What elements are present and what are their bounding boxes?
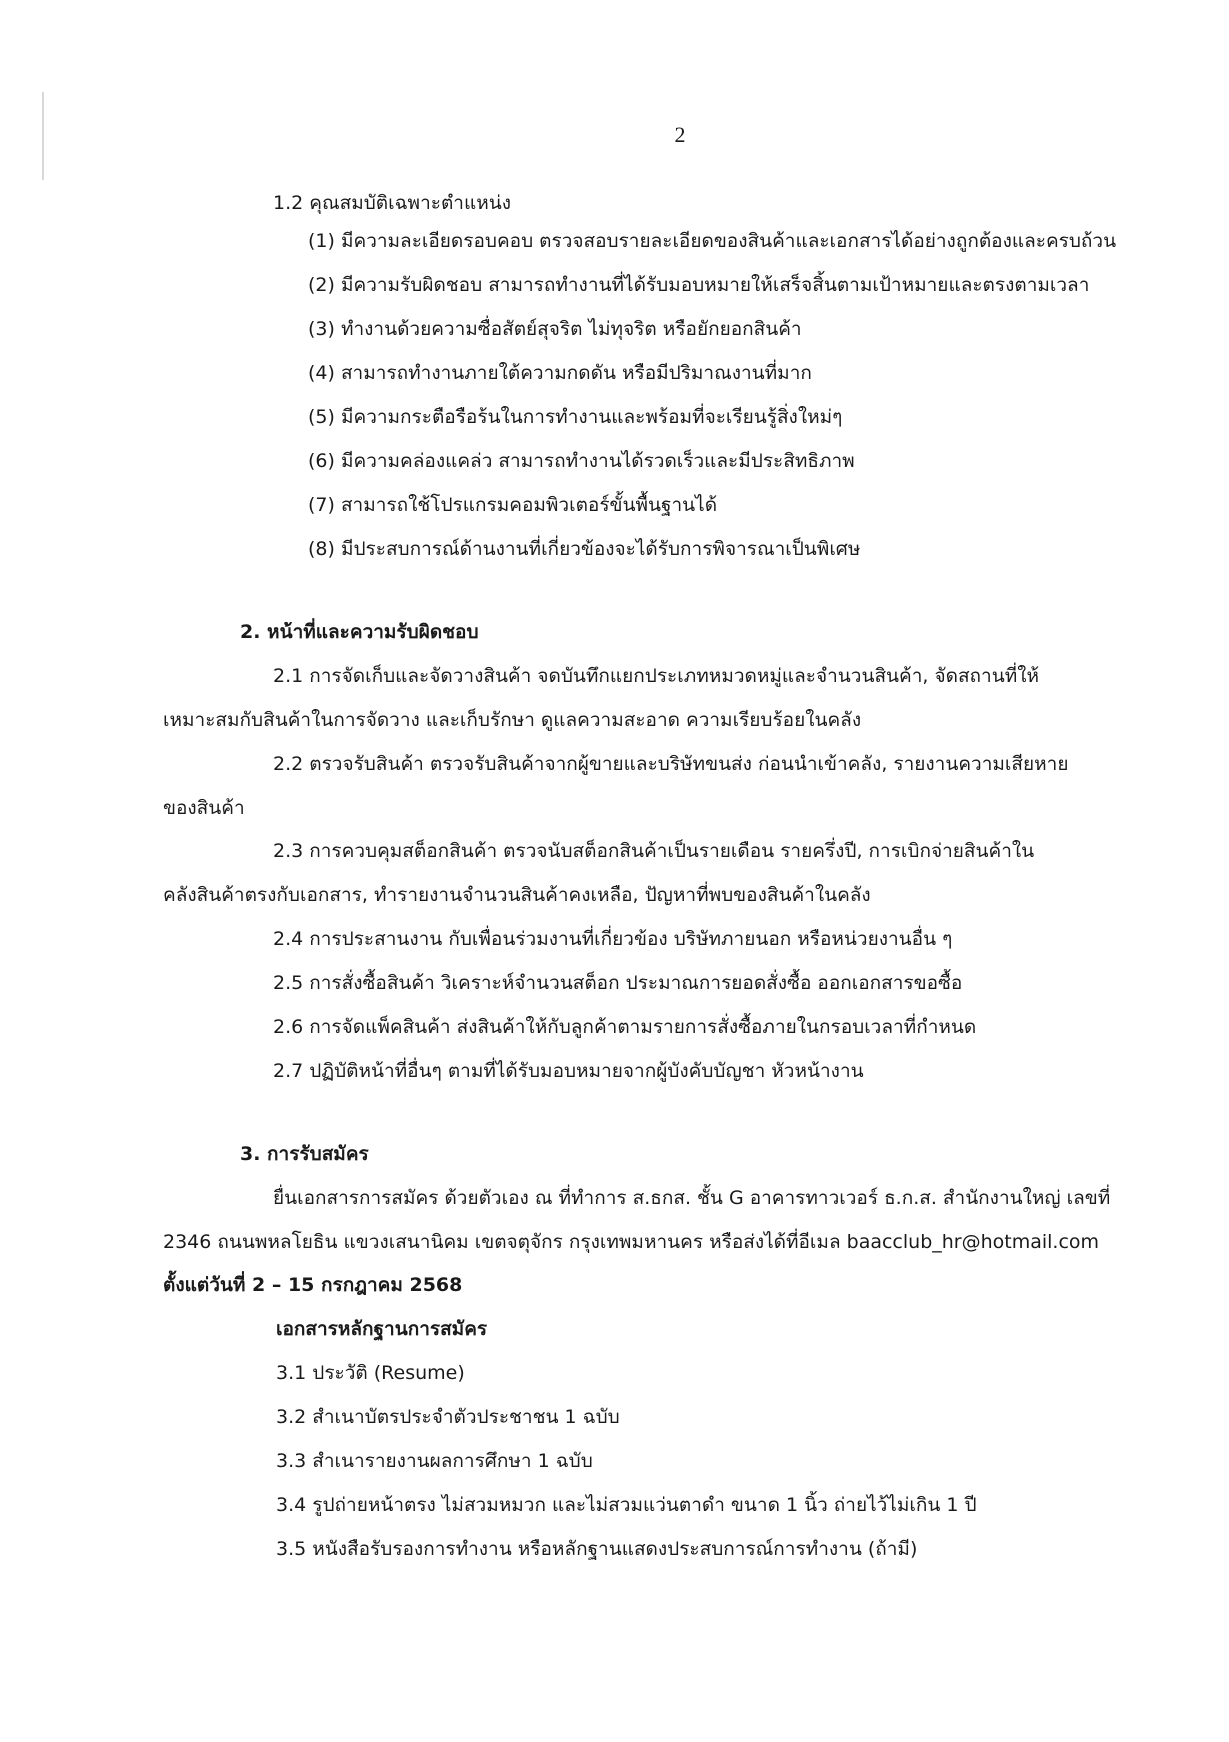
duty-item-5: 2.5 การสั่งซื้อสินค้า วิเคราะห์จำนวนสต็อก ประมาณการยอดสั่งซื้อ ออกเอกสารขอซื้อ [273,972,963,994]
duty-item-4: 2.4 การประสานงาน กับเพื่อนร่วมงานที่เกี่ยวข้อง บริษัทภายนอก หรือหน่วยงานอื่น ๆ [273,928,953,950]
document-item-5: 3.5 หนังสือรับรองการทำงาน หรือหลักฐานแสดงประสบการณ์การทำงาน (ถ้ามี) [276,1538,918,1560]
duty-item-2-line1: 2.2 ตรวจรับสินค้า ตรวจรับสินค้าจากผู้ขายและบริษัทขนส่ง ก่อนนำเข้าคลัง, รายงานความเสียหาย [273,753,1069,775]
application-line1: ยื่นเอกสารการสมัคร ด้วยตัวเอง ณ ที่ทำการ ส.ธกส. ชั้น G อาคารทาวเวอร์ ธ.ก.ส. สำนักงานใหญ่ เลขที่ [273,1187,1111,1209]
application-line2: 2346 ถนนพหลโยธิน แขวงเสนานิคม เขตจตุจักร กรุงเทพมหานคร หรือส่งได้ที่อีเมล baacclub_hr@hotmail.com [163,1231,1100,1253]
application-date: ตั้งแต่วันที่ 2 – 15 กรกฎาคม 2568 [163,1274,463,1296]
duty-item-3-line2: คลังสินค้าตรงกับเอกสาร, ทำรายงานจำนวนสินค้าคงเหลือ, ปัญหาที่พบของสินค้าในคลัง [163,884,871,906]
document-item-2: 3.2 สำเนาบัตรประจำตัวประชาชน 1 ฉบับ [276,1406,620,1428]
qualification-item-5: (5) มีความกระตือรือร้นในการทำงานและพร้อมที่จะเรียนรู้สิ่งใหม่ๆ [308,406,843,428]
duty-item-7: 2.7 ปฏิบัติหน้าที่อื่นๆ ตามที่ได้รับมอบหมายจากผู้บังคับบัญชา หัวหน้างาน [273,1060,864,1082]
qualification-item-2: (2) มีความรับผิดชอบ สามารถทำงานที่ได้รับมอบหมายให้เสร็จสิ้นตามเป้าหมายและตรงตามเวลา [308,274,1090,296]
duty-item-1-line1: 2.1 การจัดเก็บและจัดวางสินค้า จดบันทึกแยกประเภทหมวดหมู่และจำนวนสินค้า, จัดสถานที่ให้ [273,665,1040,687]
duty-item-1-line2: เหมาะสมกับสินค้าในการจัดวาง และเก็บรักษา ดูแลความสะอาด ความเรียบร้อยในคลัง [163,709,862,731]
document-item-1: 3.1 ประวัติ (Resume) [276,1362,465,1384]
document-item-3: 3.3 สำเนารายงานผลการศึกษา 1 ฉบับ [276,1450,593,1472]
qualification-item-8: (8) มีประสบการณ์ด้านงานที่เกี่ยวข้องจะได้รับการพิจารณาเป็นพิเศษ [308,538,861,560]
document-item-4: 3.4 รูปถ่ายหน้าตรง ไม่สวมหมวก และไม่สวมแว่นตาดำ ขนาด 1 นิ้ว ถ่ายไว้ไม่เกิน 1 ปี [276,1494,977,1516]
qualification-item-7: (7) สามารถใช้โปรแกรมคอมพิวเตอร์ขั้นพื้นฐานได้ [308,494,718,516]
duty-item-6: 2.6 การจัดแพ็คสินค้า ส่งสินค้าให้กับลูกค้าตามรายการสั่งซื้อภายในกรอบเวลาที่กำหนด [273,1016,977,1038]
page-number: 2 [674,122,686,147]
qualifications-heading: 1.2 คุณสมบัติเฉพาะตำแหน่ง [273,192,511,214]
documents-heading: เอกสารหลักฐานการสมัคร [276,1318,488,1340]
duty-item-3-line1: 2.3 การควบคุมสต็อกสินค้า ตรวจนับสต็อกสินค้าเป็นรายเดือน รายครึ่งปี, การเบิกจ่ายสินค้าใน [273,840,1035,862]
qualification-item-1: (1) มีความละเอียดรอบคอบ ตรวจสอบรายละเอียดของสินค้าและเอกสารได้อย่างถูกต้องและครบถ้วน [308,230,1117,252]
qualification-item-6: (6) มีความคล่องแคล่ว สามารถทำงานได้รวดเร็วและมีประสิทธิภาพ [308,450,855,472]
qualification-item-4: (4) สามารถทำงานภายใต้ความกดดัน หรือมีปริมาณงานที่มาก [308,362,812,384]
duty-item-2-line2: ของสินค้า [163,797,245,819]
qualification-item-3: (3) ทำงานด้วยความซื่อสัตย์สุจริต ไม่ทุจริต หรือยักยอกสินค้า [308,318,802,340]
application-heading: 3. การรับสมัคร [240,1143,369,1165]
duties-heading: 2. หน้าที่และความรับผิดชอบ [240,621,479,643]
scan-edge-mark [42,92,44,180]
